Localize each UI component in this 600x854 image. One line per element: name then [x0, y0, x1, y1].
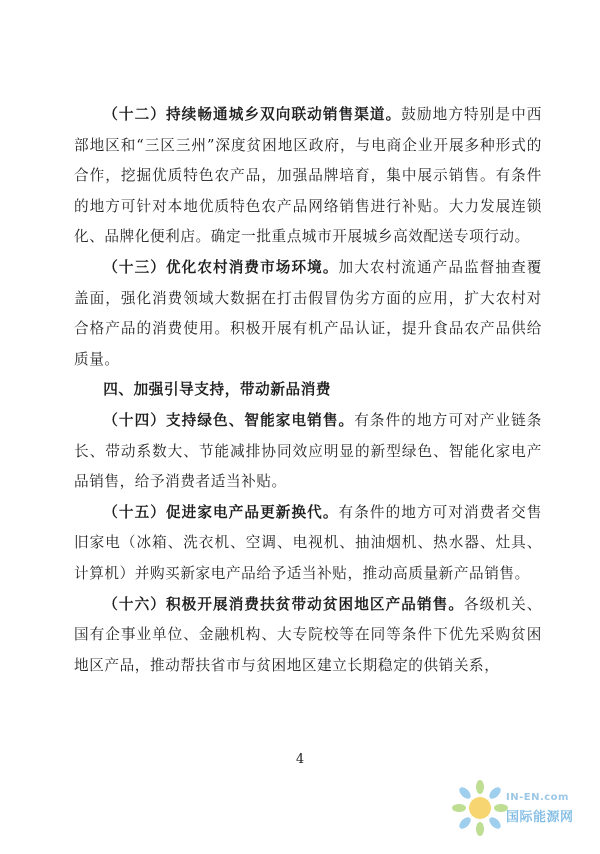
paragraph-lead: （十四）支持绿色、智能家电销售。 — [103, 411, 355, 429]
paragraph-text: 有条件的地方可对产业链条长、带动系数大、节能减排协同效应明显的新型绿色、智能化家电产品销售，给予消费者适当补贴。 — [74, 411, 542, 491]
page-number: 4 — [295, 752, 305, 767]
sun-logo-icon — [450, 778, 510, 838]
paragraph-lead: （十三）优化农村消费市场环境。 — [103, 258, 339, 276]
paragraph-text: 各级机关、国有企事业单位、金融机构、大专院校等在同等条件下优先采购贫困地区产品，推动帮扶省市与贫困地区建立长期稳定的供销关系， — [74, 595, 542, 674]
paragraph-12 — [74, 100, 542, 253]
paragraph-16 — [74, 590, 542, 682]
watermark-url: IN-EN.com — [506, 792, 569, 803]
paragraph-text: 加大农村流通产品监督抽查覆盖面，强化消费领域大数据在打击假冒伪劣方面的应用，扩大农村对合格产品的消费使用。积极开展有机产品认证，提升食品农产品供给质量。 — [74, 258, 542, 368]
paragraph-14 — [74, 406, 542, 498]
watermark — [450, 774, 590, 844]
paragraph-lead: （十五）促进家电产品更新换代。 — [103, 503, 339, 521]
watermark-name: 国际能源网 — [506, 810, 574, 825]
paragraph-text: 鼓励地方特别是中西部地区和“三区三州”深度贫困地区政府，与电商企业开展多种形式的合作，挖掘优质特色农产品，加强品牌培育，集中展示销售。有条件的地方可针对本地优质特色农产品网络销售进行补贴。大力发展连锁化、品牌化便利店。确定一批重点城市开展城乡高效配送专项行动。 — [74, 106, 543, 246]
section-heading: 四、加强引导支持，带动新品消费 — [103, 381, 332, 399]
paragraph-text: 有条件的地方可对消费者交售旧家电（冰箱、洗衣机、空调、电视机、抽油烟机、热水器、灶具、计算机）并购买新家电产品给予适当补贴，推动高质量新产品销售。 — [74, 503, 542, 582]
paragraph-lead: （十六）积极开展消费扶贫带动贫困地区产品销售。 — [103, 595, 465, 613]
paragraph-13 — [74, 253, 542, 375]
document-body — [74, 100, 542, 681]
paragraph-15 — [74, 498, 542, 590]
paragraph-lead: （十二）持续畅通城乡双向联动销售渠道。 — [103, 106, 402, 123]
